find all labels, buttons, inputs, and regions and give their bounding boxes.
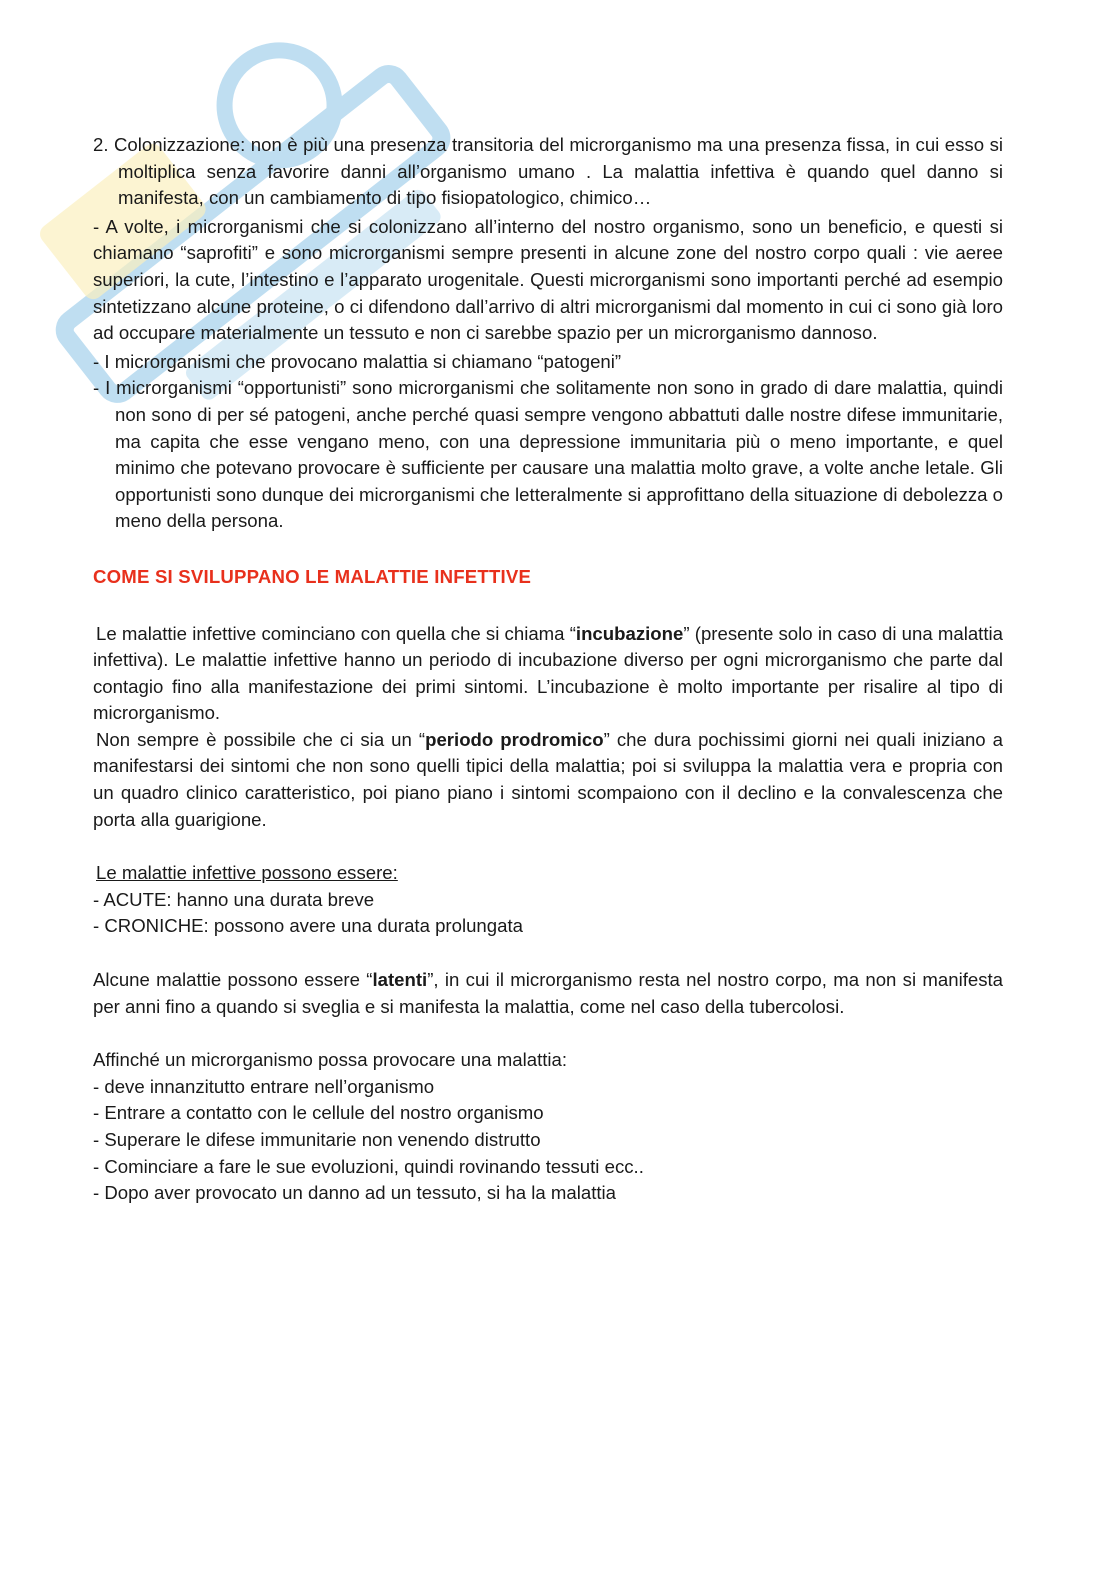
prodromal-term: periodo prodromico [425,728,604,750]
step-item: - deve innanzitutto entrare nell’organismo [93,1075,435,1097]
latent-text-after: ”, in cui il microrganismo resta nel nostro corpo, ma non si manifesta per anni fino a quando si sveglia e si manifesta la malattia, come nel caso della tubercolosi. [93,969,1004,1017]
latent-term: latenti [372,969,428,991]
colonization-paragraph: 2. Colonizzazione: non è più una presenza transitoria del microrganismo ma una presenza fissa, in cui esso si moltiplica senza favorire danni all’organismo umano . La malattia infettiva è quando quel danno si manifesta, con un cambiamento di tipo fisiopatologico, chimico… [93,134,1003,209]
opportunists-paragraph: - I microrganismi “opportunisti” sono microrganismi che solitamente non sono in grado di dare malattia, quindi non sono di per sé patogeni, anche perché quasi sempre vengono abbattuti dalle nostre difese immunitarie, ma capita che esse vengano meno, con una depressione immunitaria più o meno importante, e quel minimo che potevano provocare è sufficiente per causare una malattia molto grave, a volte anche letale. Gli opportunisti sono dunque dei microrganismi che letteralmente si approfittano della situazione di debolezza o meno della persona. [93,377,1003,532]
prodromal-text-after: ” che dura pochissimi giorni nei quali iniziano a manifestarsi dei sintomi che non sono quelli tipici della malattia; poi si sviluppa la malattia vera e propria con un quadro clinico caratteristico, poi piano piano i sintomi scompaiono con il declino e la convalescenza che porta alla guarigione. [93,728,1003,830]
latent-text-before: Alcune malattie possono essere “ [93,969,373,991]
step-item: - Cominciare a fare le sue evoluzioni, quindi rovinando tessuti ecc.. [93,1155,644,1177]
prodromal-text-before: Non sempre è possibile che ci sia un “ [96,728,426,750]
latent-paragraph [93,967,1003,1020]
document-page [93,132,1003,1207]
type-item-acute: - ACUTE: hanno una durata breve [93,888,375,910]
pathogens-line: - I microrganismi che provocano malattia si chiamano “patogeni” [93,350,622,372]
step-item: - Entrare a contatto con le cellule del nostro organismo [93,1102,544,1124]
saprophytes-paragraph: - A volte, i microrganismi che si colonizzano all’interno del nostro organismo, sono un beneficio, e questi si chiamano “saprofiti” e sono microrganismi sempre presenti in alcune zone del nostro corpo quali : vie aeree superiori, la cute, l’intestino e l’apparato urogenitale. Questi microrganismi sono importanti perché ad esempio sintetizzano alcune proteine, o ci difendono dall’arrivo di altri microrganismi dal momento in cui ci sono già loro ad occupare materialmente un tessuto e non ci sarebbe spazio per un microrganismo dannoso. [93,215,1003,344]
prodromal-paragraph [93,727,1003,833]
step-item: - Dopo aver provocato un danno ad un tessuto, si ha la malattia [93,1182,617,1204]
steps-intro: Affinché un microrganismo possa provocare una malattia: [93,1049,568,1071]
incubation-text-before: Le malattie infettive cominciano con quella che si chiama “ [96,622,576,644]
section-heading: COME SI SVILUPPANO LE MALATTIE INFETTIVE [93,565,532,587]
incubation-paragraph [93,621,1003,727]
incubation-term: incubazione [575,622,684,644]
incubation-text-after: ” (presente solo in caso di una malattia infettiva). Le malattie infettive hanno un periodo di incubazione diverso per ogni microrganismo che parte dal contagio fino alla manifestazione dei primi sintomi. L’incubazione è molto importante per risalire al tipo di microrganismo. [93,622,1003,724]
step-item: - Superare le difese immunitarie non venendo distrutto [93,1129,541,1150]
types-title: Le malattie infettive possono essere: [96,862,398,884]
type-item-chronic: - CRONICHE: possono avere una durata prolungata [93,915,523,937]
